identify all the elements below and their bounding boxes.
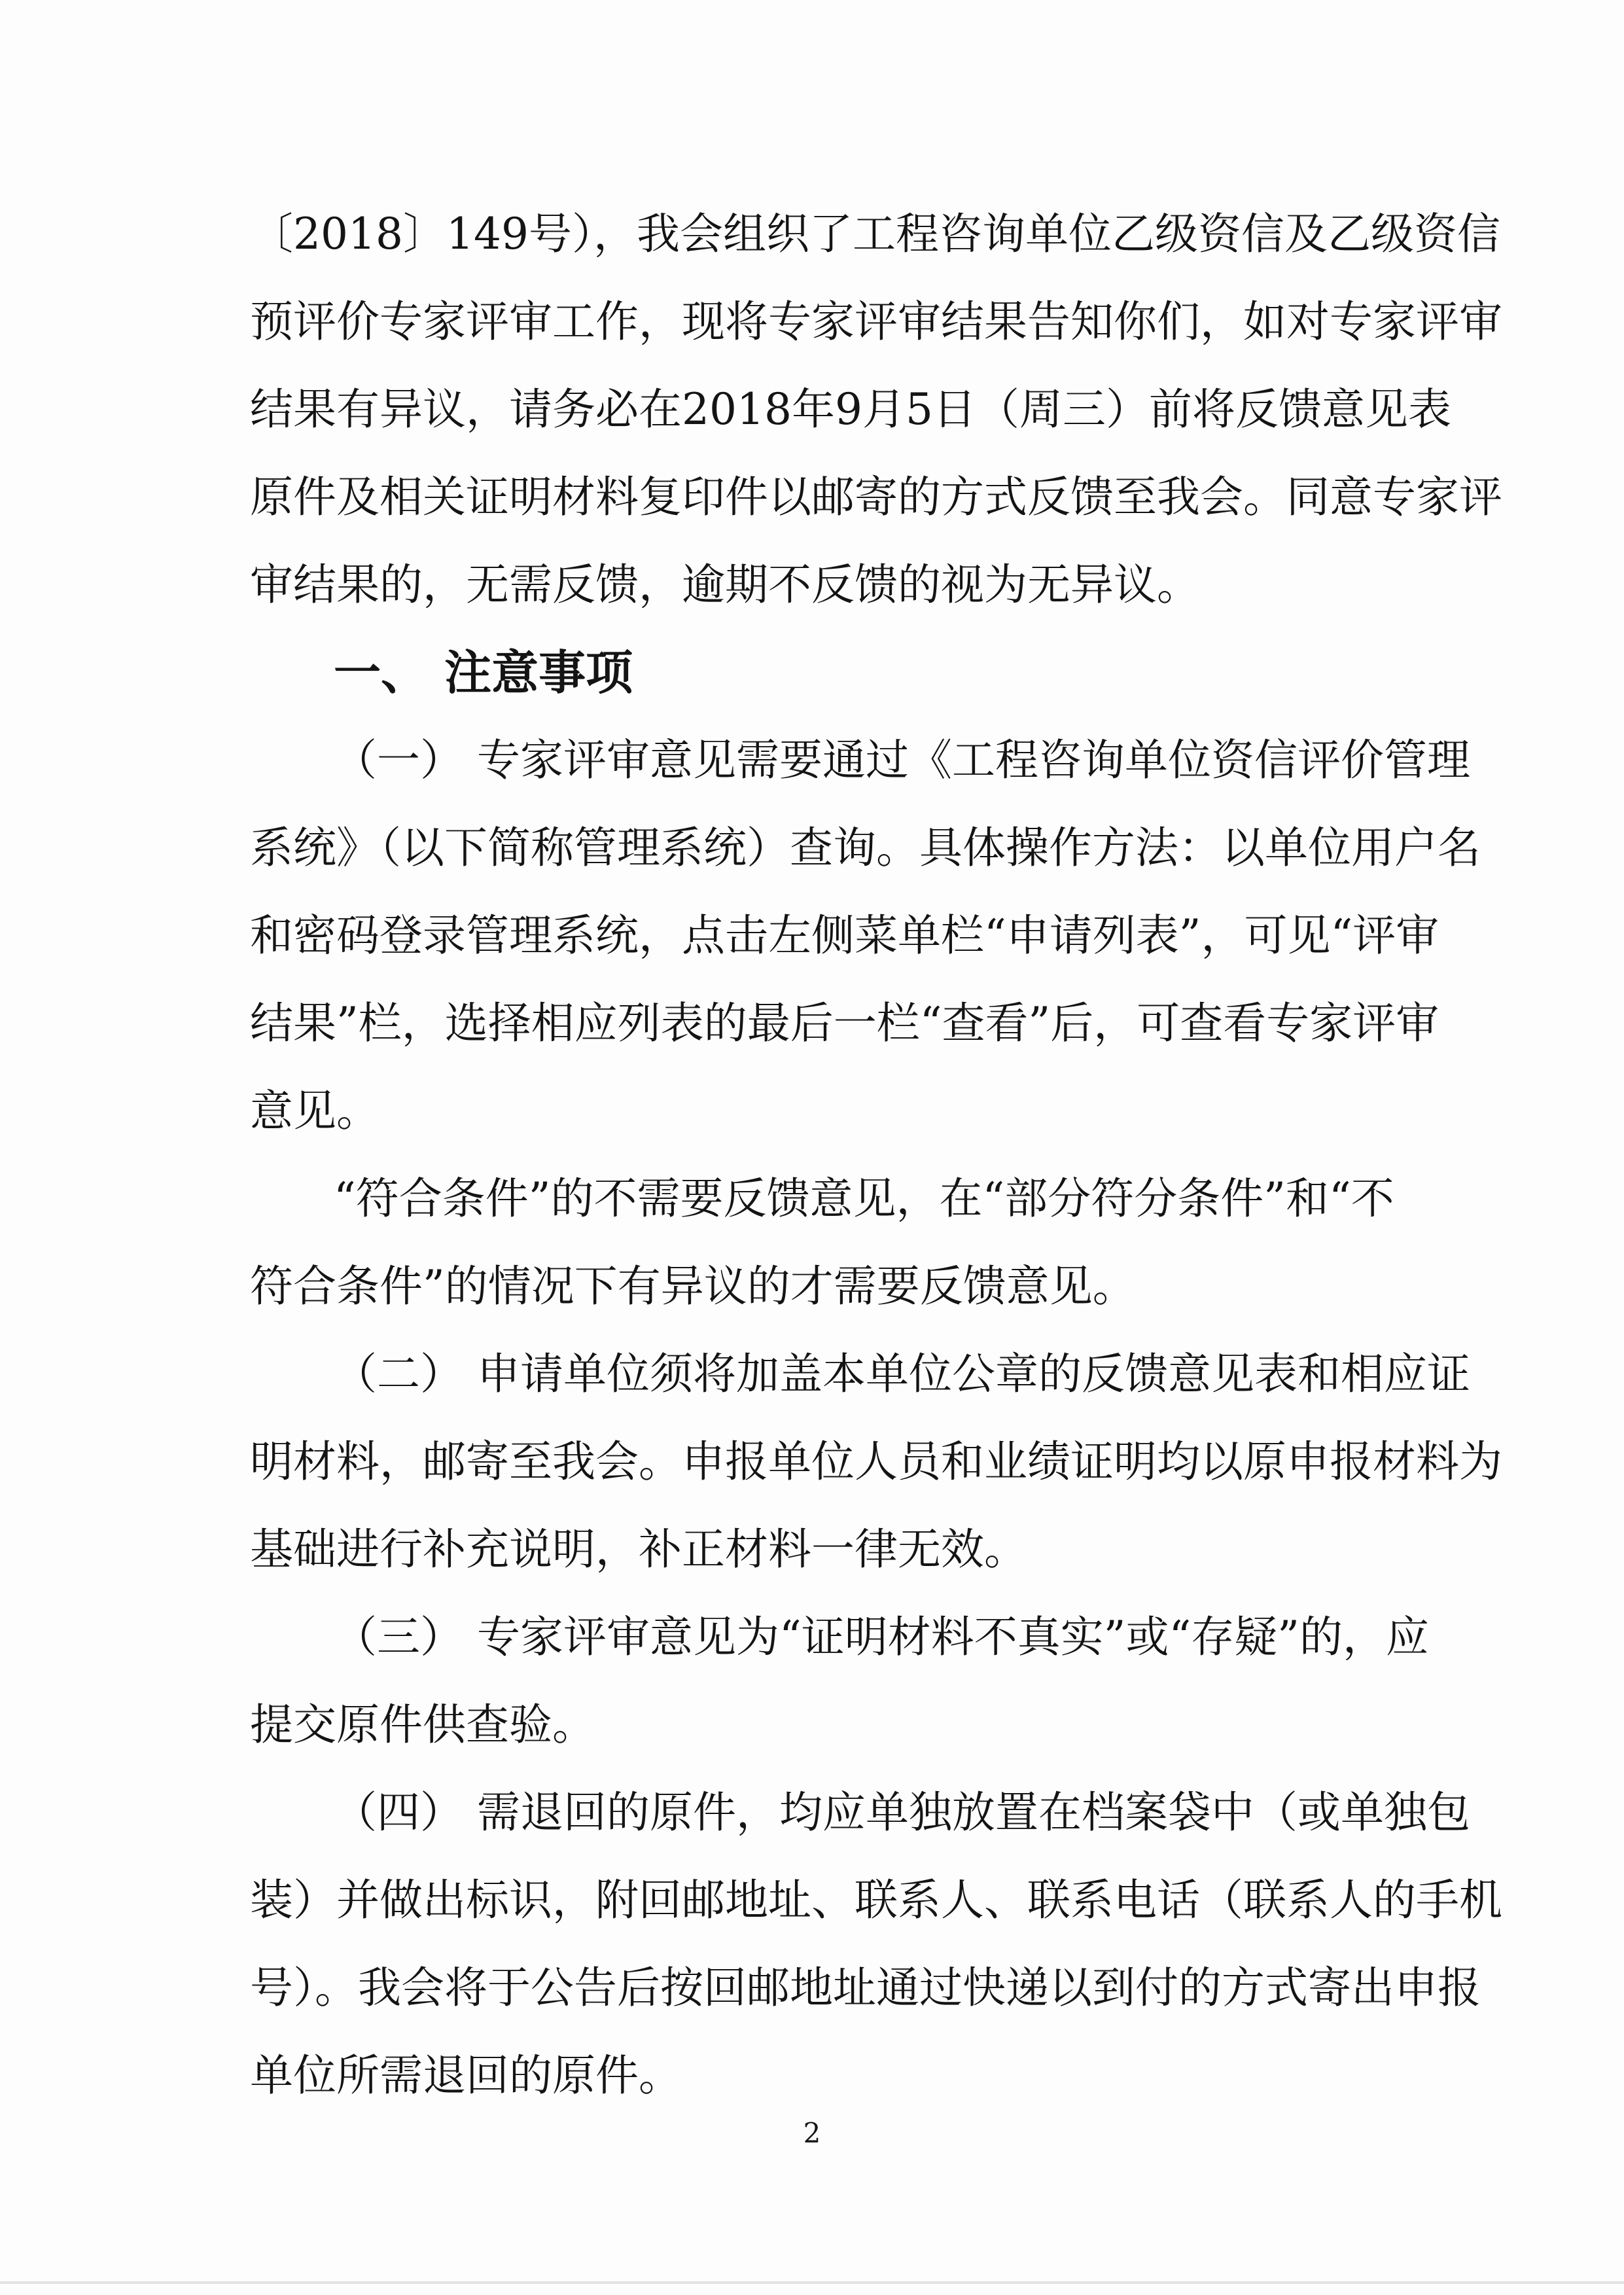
paragraph-line: 基础进行补充说明，补正材料一律无效。 (250, 1524, 1027, 1574)
paragraph-line: “符合条件”的不需要反馈意见，在“部分符分条件”和“不 (334, 1173, 1394, 1224)
paragraph-line: 装）并做出标识，附回邮地址、联系人、联系电话（联系人的手机 (250, 1875, 1502, 1925)
paragraph-line: 预评价专家评审工作，现将专家评审结果告知你们，如对专家评审 (250, 296, 1502, 347)
paragraph-line: （一） 专家评审意见需要通过《工程咨询单位资信评价管理 (334, 735, 1470, 785)
paragraph-line: （四） 需退回的原件，均应单独放置在档案袋中（或单独包 (334, 1787, 1470, 1838)
paragraph-line: 单位所需退回的原件。 (250, 2050, 682, 2101)
paragraph-line: 原件及相关证明材料复印件以邮寄的方式反馈至我会。同意专家评 (250, 472, 1502, 522)
paragraph-line: （二） 申请单位须将加盖本单位公章的反馈意见表和相应证 (334, 1349, 1470, 1399)
paragraph-line: 〔2018〕149号），我会组织了工程咨询单位乙级资信及乙级资信 (250, 209, 1500, 259)
paragraph-line: 和密码登录管理系统，点击左侧菜单栏“申请列表”，可见“评审 (250, 910, 1439, 961)
paragraph-line: 明材料，邮寄至我会。申报单位人员和业绩证明均以原申报材料为 (250, 1436, 1502, 1487)
paragraph-line: 号）。我会将于公告后按回邮地址通过快递以到付的方式寄出申报 (250, 1963, 1481, 2013)
paragraph-line: 审结果的，无需反馈，逾期不反馈的视为无异议。 (250, 560, 1200, 610)
scan-edge-divider (0, 2281, 1624, 2284)
paragraph-line: 结果”栏，选择相应列表的最后一栏“查看”后，可查看专家评审 (250, 998, 1439, 1048)
paragraph-line: （三） 专家评审意见为“证明材料不真实”或“存疑”的，应 (334, 1612, 1429, 1662)
paragraph-line: 意见。 (250, 1086, 380, 1136)
paragraph-line: 结果有异议，请务必在2018年9月5日（周三）前将反馈意见表 (250, 384, 1451, 435)
section-heading: 一、 注意事项 (334, 645, 633, 700)
page-number: 2 (803, 2117, 821, 2149)
paragraph-line: 系统》（以下简称管理系统）查询。具体操作方法：以单位用户名 (250, 823, 1481, 873)
paragraph-line: 符合条件”的情况下有异议的才需要反馈意见。 (250, 1261, 1136, 1311)
paragraph-line: 提交原件供查验。 (250, 1699, 595, 1750)
